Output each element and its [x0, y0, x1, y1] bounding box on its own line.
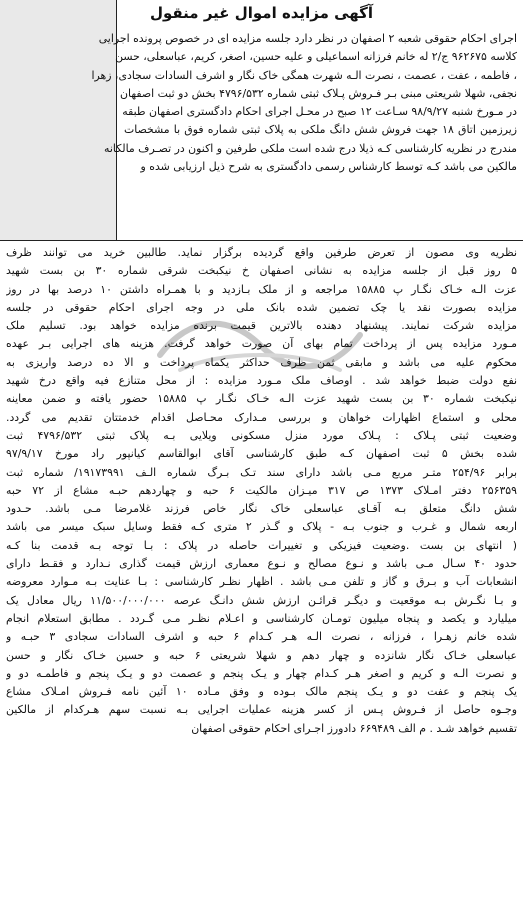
text-line: و بـا نگـرش بـه موقعیت و دیگـر قرائـن ارزش شش دانـگ عرصه ۱۱/۵۰۰/۰۰۰/۰۰۰ ریال معادل یک [6, 593, 517, 607]
text-line: عباسعلی خـاک نگار شانزده و چهار دهم و شهلا شریعتی ۶ حبه و حسین خـاک نگار و حسن [6, 648, 517, 662]
text-line: میلیارد و یکصد و پنجاه میلیون تومـان کارشناسی و اعـلام نظـر مـی گـردد . مطابق استعلام انجام [6, 611, 517, 625]
text-line: ۲۵۶۳۵۹ دفتر امـلاک ۱۳۷۳ ص ۳۱۷ میـزان مالکیت ۶ حبه و چهاردهم حبـه مشاع از ۷۲ حبه [6, 483, 517, 497]
text-line: و نصرت الـه و کریم و اصغر هـر کـدام چهار و یـک پنجم و عصمت دو و یـک پنجم و فاطمـه دو و [6, 666, 517, 680]
text-line: ، فاطمه ، عفت ، عصمت ، نصرت الـه شهرت همگی خاک نگار و اشرف السادات سجادی، زهرا [91, 68, 517, 82]
text-line: ۵ روز قبل از جلسه مزایده به نشانی اصفهان خ نیکبخت شرقی شماره ۳۰ بن بست شهید [6, 264, 517, 278]
text-line: مالکین می باشد کـه توسط کارشناس رسمی دادگستری به شرح ذیل ارزیابی شده و [140, 160, 517, 174]
notice-section-1 [6, 30, 517, 176]
text-line: مزایده شرکت نمایند. پیشنهاد دهنده بالاترین قیمت برنده مزایده خواهد بود. تسلیم ملک [6, 319, 517, 333]
section-divider [0, 240, 523, 241]
text-line: شش دانگ متعلق بـه آقـای عباسعلی خاک نگار خاص فرزند غلامرضا مـی باشد. حـدود [6, 502, 517, 516]
text-line: مندرج در نظریه کارشناسی کـه ذیلا درج شده است ملکی طرفین و اکنون در تصـرف مالکانه [104, 141, 517, 155]
text-line: اجرای احکام حقوقی شعبه ۲ اصفهان در نظر دارد جلسه مزایده ای در خصوص پرونده اجرایی [98, 32, 517, 45]
notice-section-2 [6, 244, 517, 738]
text-line: برابر ۲۵۴/۹۶ متـر مربع مـی باشد دارای سند تـک بـرگ شماره الـف ۱۹۱۷۳۹۹۱/ شماره ثبت [6, 465, 517, 479]
text-line: وجـوه حاصل از فـروش پـس از کسر هزینه عملیات اجرایی بـه نسبت سهم هـرکدام از مالکین [6, 703, 517, 717]
text-line: محلی و استماع اظهارات خواهان و بررسی مـدارک محـاصل اقدام خدمتتان تقدیم می گردد. [6, 410, 517, 424]
notice-title: آگهی مزایده اموال غیر منقول [149, 4, 374, 22]
text-line: ( انتهای بن بست .وضعیت فیزیکی و تغییرات حاصله در پلاک : بـا توجه بـه قدمت بنا کـه [6, 538, 517, 552]
text-line: عزت الـه خـاک نگـار پ ۱۵۸۸۵ مراجعه و از ملک بـازدید و با همـراه داشتن ۱۰ درصد بها در روز [6, 282, 517, 296]
text-line: مـورد مزایده پس از پرداخت تمام بهای آن صورت خواهد گرفت. هزینه های اجرایی بـر عهده [6, 337, 517, 351]
text-line: نجفی، شهلا شریعتی مبنی بـر فـروش پـلاک ثبتی شماره ۴۷۹۶/۵۳۲ بخش دو ثبت اصفهان [120, 86, 517, 100]
text-line: تقسیم خواهد شـد . م الف ۶۶۹۴۸۹ دادورز اجـرای احکام حقوقی اصفهان [191, 721, 517, 735]
text-line: نظریه وی مصون از تعرض طرفین واقع گردیده برگزار نماید. طالبین خرید می توانند ظرف [6, 246, 517, 259]
text-line: کلاسه ۹۶۲۶۷۵ ج/۲ له خانم فرزانه اسماعیلی و علیه حسین، اصغر، کریم، عباسعلی، حسن [115, 50, 517, 64]
text-line: مزایده بصورت نقد یا چک تضمین شده بانک ملی در وجه اجرای احکام حقوقی در جلسه [6, 300, 517, 314]
text-line: اربعه شمال و غـرب و جنوب بـه - پلاک و گـذر ۲ متری کـه فقط وسایل سبک میسر می باشد [6, 520, 517, 534]
text-line: انشعابات آب و بـرق و گاز و تلفن مـی باشد . اظهار نظـر کارشناسی : بـا عنایت بـه مـوارد معروضه [6, 575, 517, 589]
text-line: شده بخش ۵ ثبت اصفهان کـه طبق کارشناسی آقای ابوالقاسم کیانپور راد مورخ ۹۷/۹/۱۷ [6, 447, 517, 461]
text-line: نیکبخت شماره ۳۰ بن بست شهید عزت الـه خـاک نگـار پ ۱۵۸۸۵ حضور یافته و ضمن معاینه [6, 392, 517, 406]
text-line: حدود ۴۰ سـال مـی باشد و نـوع مصالح و نـوع معماری ارزش قیمت گذاری نـدارد و فقـط دارای [6, 557, 517, 571]
text-line: وضعیت ثبتی پـلاک : پـلاک مورد منزل مسکونی ویلایی بـه پلاک ثبتی ۴۷۹۶/۵۳۲ ثبت [6, 428, 517, 442]
text-line: نفع دولت ضبط خواهد شد . اوصاف ملک مـورد مزایده : از محل متنازع فیه واقع درخ شهید [6, 374, 517, 388]
text-line: محکوم علیه می باشد و مابقی ثمن ظرف حداکثر یکماه پرداخت و الا ده درصد واریزی به [6, 355, 517, 369]
text-line: زیرزمین اتاق ۱۸ جهت فروش شش دانگ ملکی به پلاک ثبتی شماره فوق با مشخصات [124, 123, 517, 137]
text-line: در مـورخ شنبه ۹۸/۹/۲۷ سـاعت ۱۲ صبح در محـل اجرای احکام دادگستری اصفهان طبقه [122, 105, 517, 119]
text-line: شده خانم زهـرا ، فرزانه ، نصرت الـه هـر کـدام ۶ حبه و اشرف السادات سجادی ۳ حبـه و [6, 630, 517, 644]
text-line: یک پنجم و عفت دو و یـک پنجم مالک بـوده و وفق مـاده ۱۰ آئین نامه فـروش امـلاک مشاع [6, 685, 517, 699]
